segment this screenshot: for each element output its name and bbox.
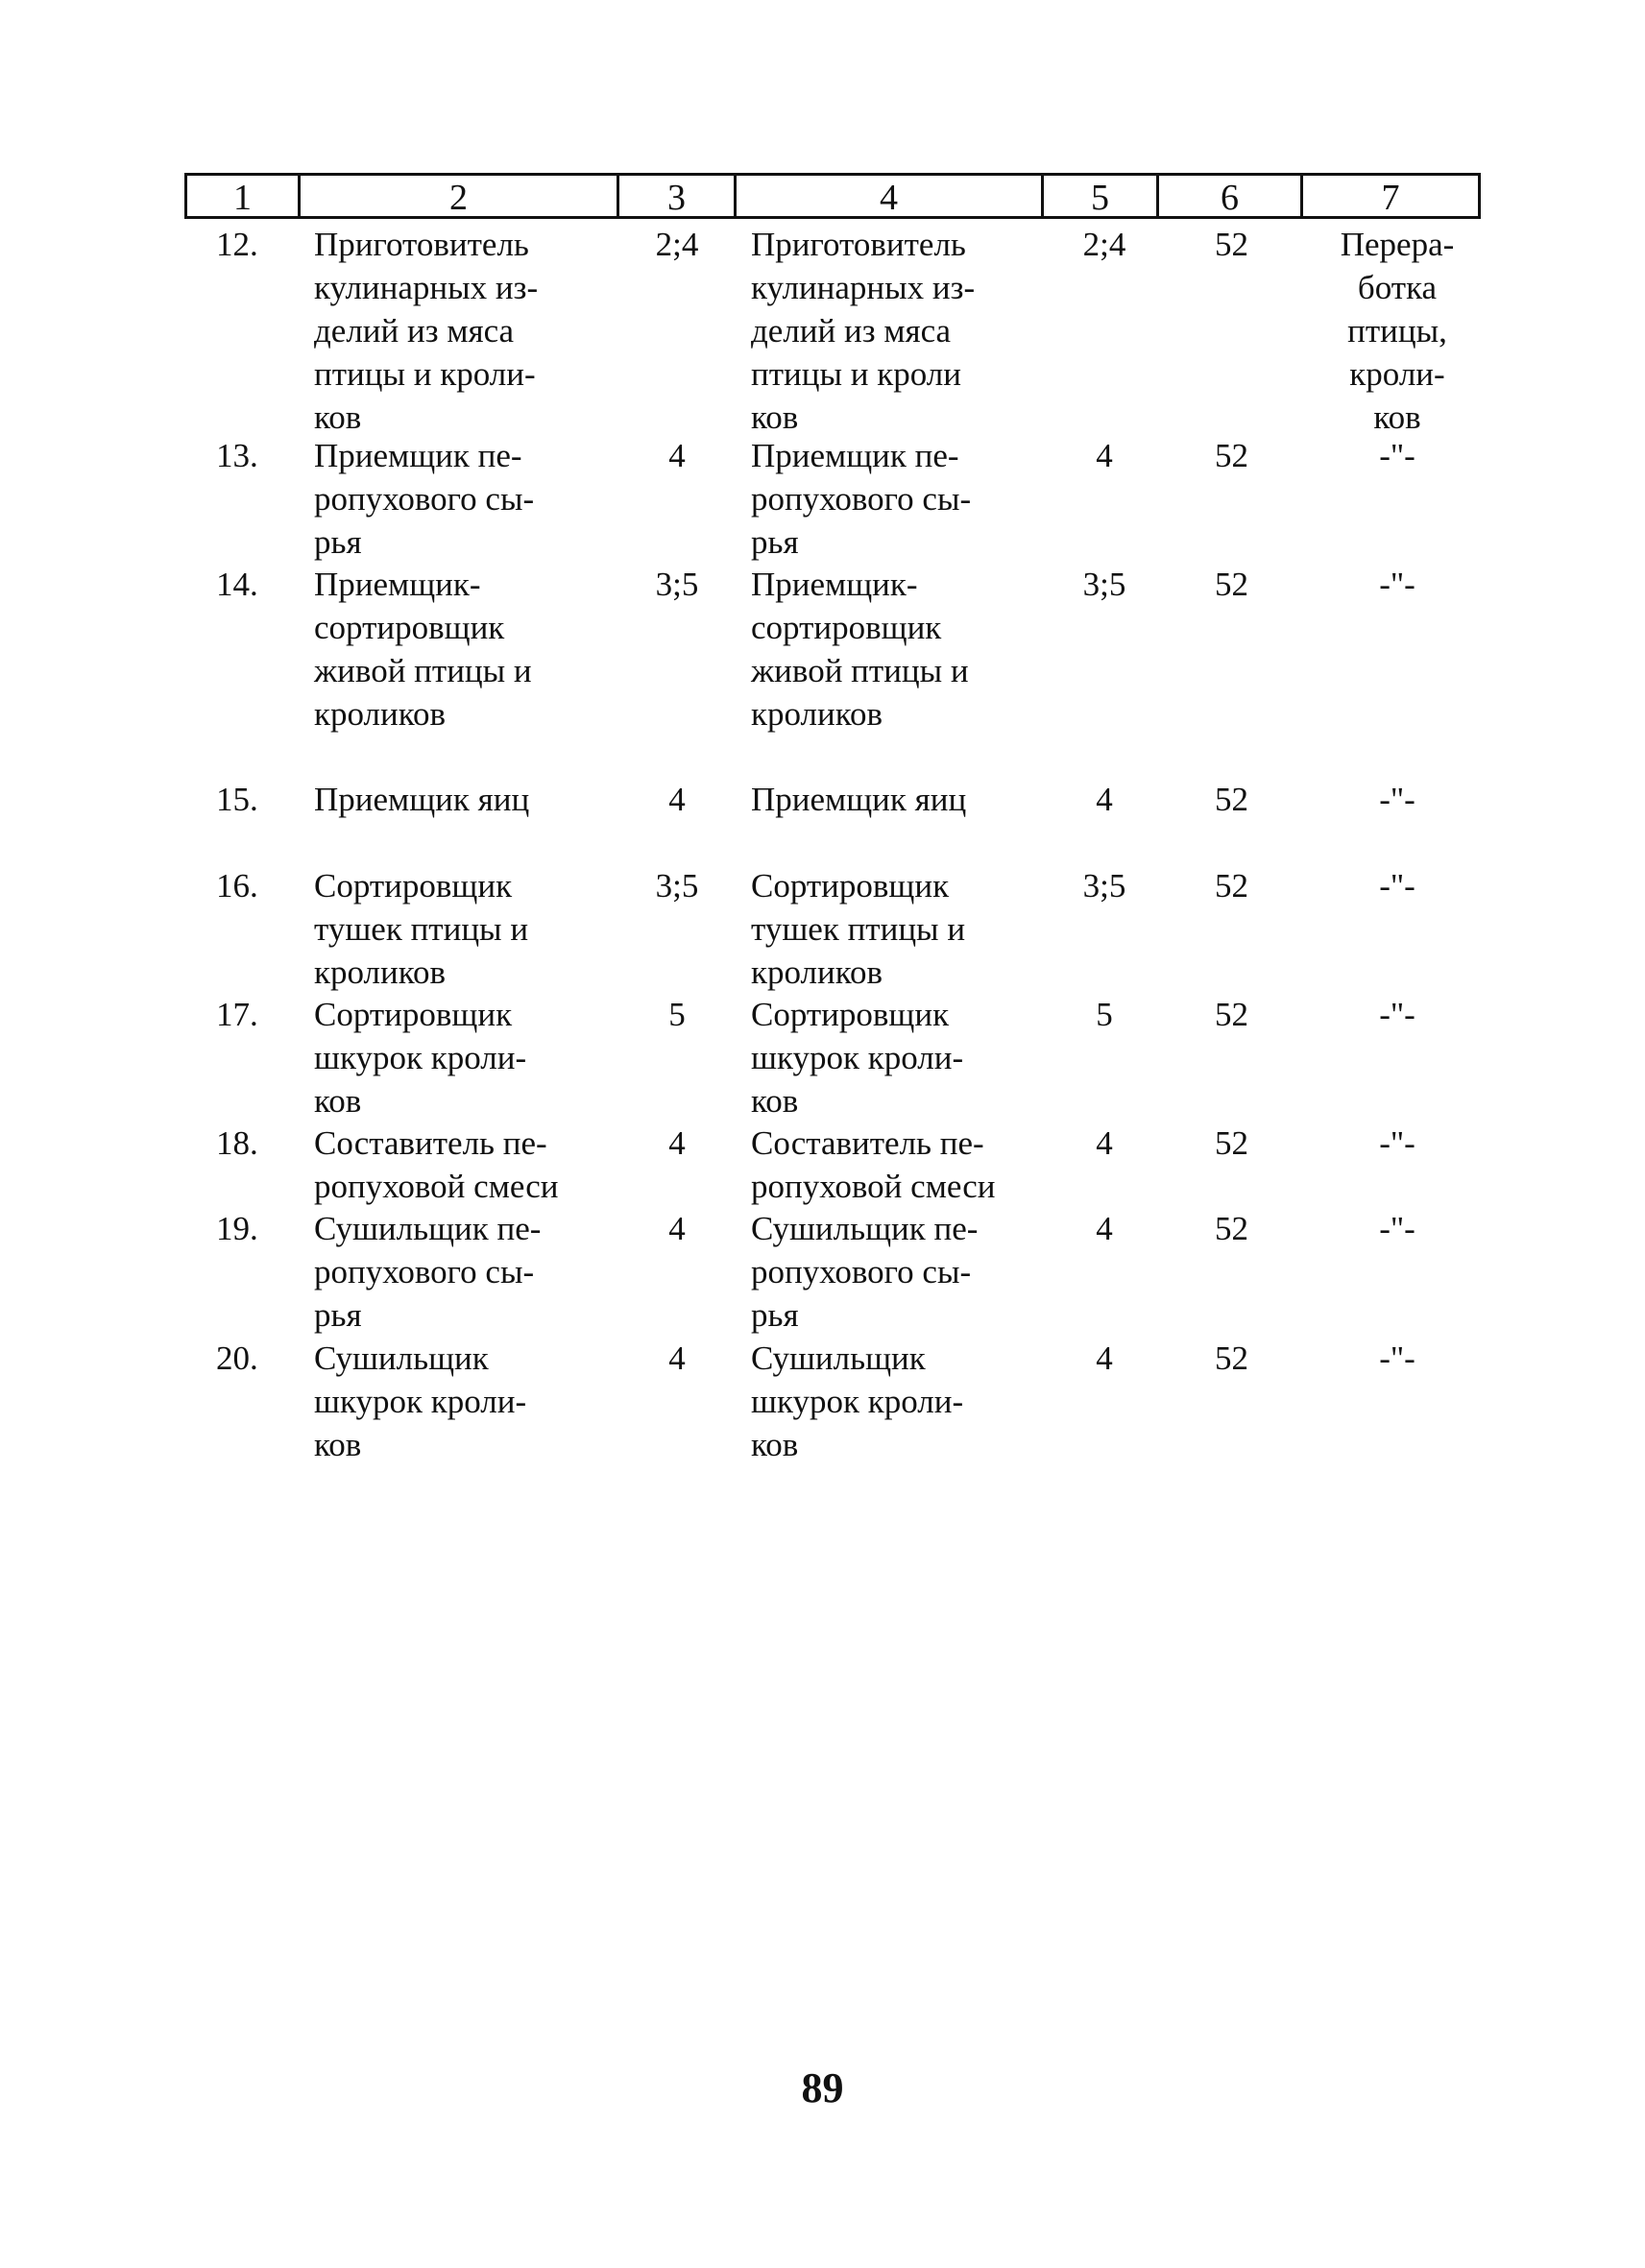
column-6-value: 52 [1215,226,1248,263]
profession-name: Приготовитель кулинарных из- делий из мяса птицы и кроли- ков [314,226,539,436]
header-cell-1: 1 [187,176,301,216]
grade-range-alt: 4 [1096,781,1113,818]
profession-name: Приемщик яиц [314,781,530,818]
table-header-row [184,173,1481,219]
row-number: 19. [216,1210,258,1247]
profession-name-alt: Приемщик яиц [751,781,967,818]
profession-name: Приемщик- сортировщик живой птицы и кроликов [314,566,532,733]
header-cell-7: 7 [1381,178,1400,218]
profession-name-alt: Сортировщик тушек птицы и кроликов [751,867,966,991]
profession-name-alt: Сушильщик шкурок кроли- ков [751,1339,964,1463]
column-6-value: 52 [1215,437,1248,474]
profession-name: Сушильщик шкурок кроли- ков [314,1339,527,1463]
profession-name-alt: Приемщик- сортировщик живой птицы и кроликов [751,566,969,733]
grade-range: 4 [668,781,686,818]
header-cell-6: 6 [1159,176,1303,216]
column-6-value: 52 [1215,1124,1248,1162]
production-type: -"- [1379,781,1415,818]
grade-range-alt: 4 [1096,437,1113,474]
production-type: -"- [1379,1339,1415,1377]
profession-name: Приемщик пе- ропухового сы- рья [314,437,535,561]
grade-range-alt: 3;5 [1082,566,1126,603]
grade-range: 4 [668,1124,686,1162]
grade-range-alt: 4 [1096,1339,1113,1377]
profession-name: Сушильщик пе- ропухового сы- рья [314,1210,542,1334]
column-6-value: 52 [1215,996,1248,1033]
grade-range: 2;4 [655,226,699,263]
header-cell-3: 3 [619,176,737,216]
grade-range: 4 [668,1339,686,1377]
profession-name-alt: Сушильщик пе- ропухового сы- рья [751,1210,979,1334]
header-cell-2: 2 [301,176,619,216]
row-number: 14. [216,566,258,603]
column-6-value: 52 [1215,781,1248,818]
row-number: 18. [216,1124,258,1162]
column-6-value: 52 [1215,566,1248,603]
production-type: -"- [1379,437,1415,474]
profession-name: Сортировщик тушек птицы и кроликов [314,867,529,991]
row-number: 16. [216,867,258,905]
page-number: 89 [801,2064,844,2111]
grade-range: 3;5 [655,867,699,905]
profession-name-alt: Составитель пе- ропуховой смеси [751,1124,996,1205]
header-cell-4: 4 [737,176,1044,216]
row-number: 15. [216,781,258,818]
column-6-value: 52 [1215,867,1248,905]
column-6-value: 52 [1215,1339,1248,1377]
production-type: -"- [1379,1210,1415,1247]
grade-range: 3;5 [655,566,699,603]
grade-range-alt: 3;5 [1082,867,1126,905]
header-cell-5: 5 [1044,176,1159,216]
grade-range: 4 [668,437,686,474]
production-type: -"- [1379,566,1415,603]
profession-name-alt: Сортировщик шкурок кроли- ков [751,996,964,1120]
production-type: Перера- ботка птицы, кроли- ков [1340,226,1455,436]
production-type: -"- [1379,867,1415,905]
profession-name: Составитель пе- ропуховой смеси [314,1124,559,1205]
grade-range-alt: 2;4 [1082,226,1126,263]
row-number: 20. [216,1339,258,1377]
profession-name-alt: Приготовитель кулинарных из- делий из мяса птицы и кроли ков [751,226,976,436]
grade-range-alt: 4 [1096,1210,1113,1247]
production-type: -"- [1379,1124,1415,1162]
row-number: 17. [216,996,258,1033]
row-number: 13. [216,437,258,474]
profession-name: Сортировщик шкурок кроли- ков [314,996,527,1120]
production-type: -"- [1379,996,1415,1033]
grade-range-alt: 5 [1096,996,1113,1033]
grade-range-alt: 4 [1096,1124,1113,1162]
grade-range: 5 [668,996,686,1033]
grade-range: 4 [668,1210,686,1247]
column-6-value: 52 [1215,1210,1248,1247]
profession-name-alt: Приемщик пе- ропухового сы- рья [751,437,972,561]
row-number: 12. [216,226,258,263]
